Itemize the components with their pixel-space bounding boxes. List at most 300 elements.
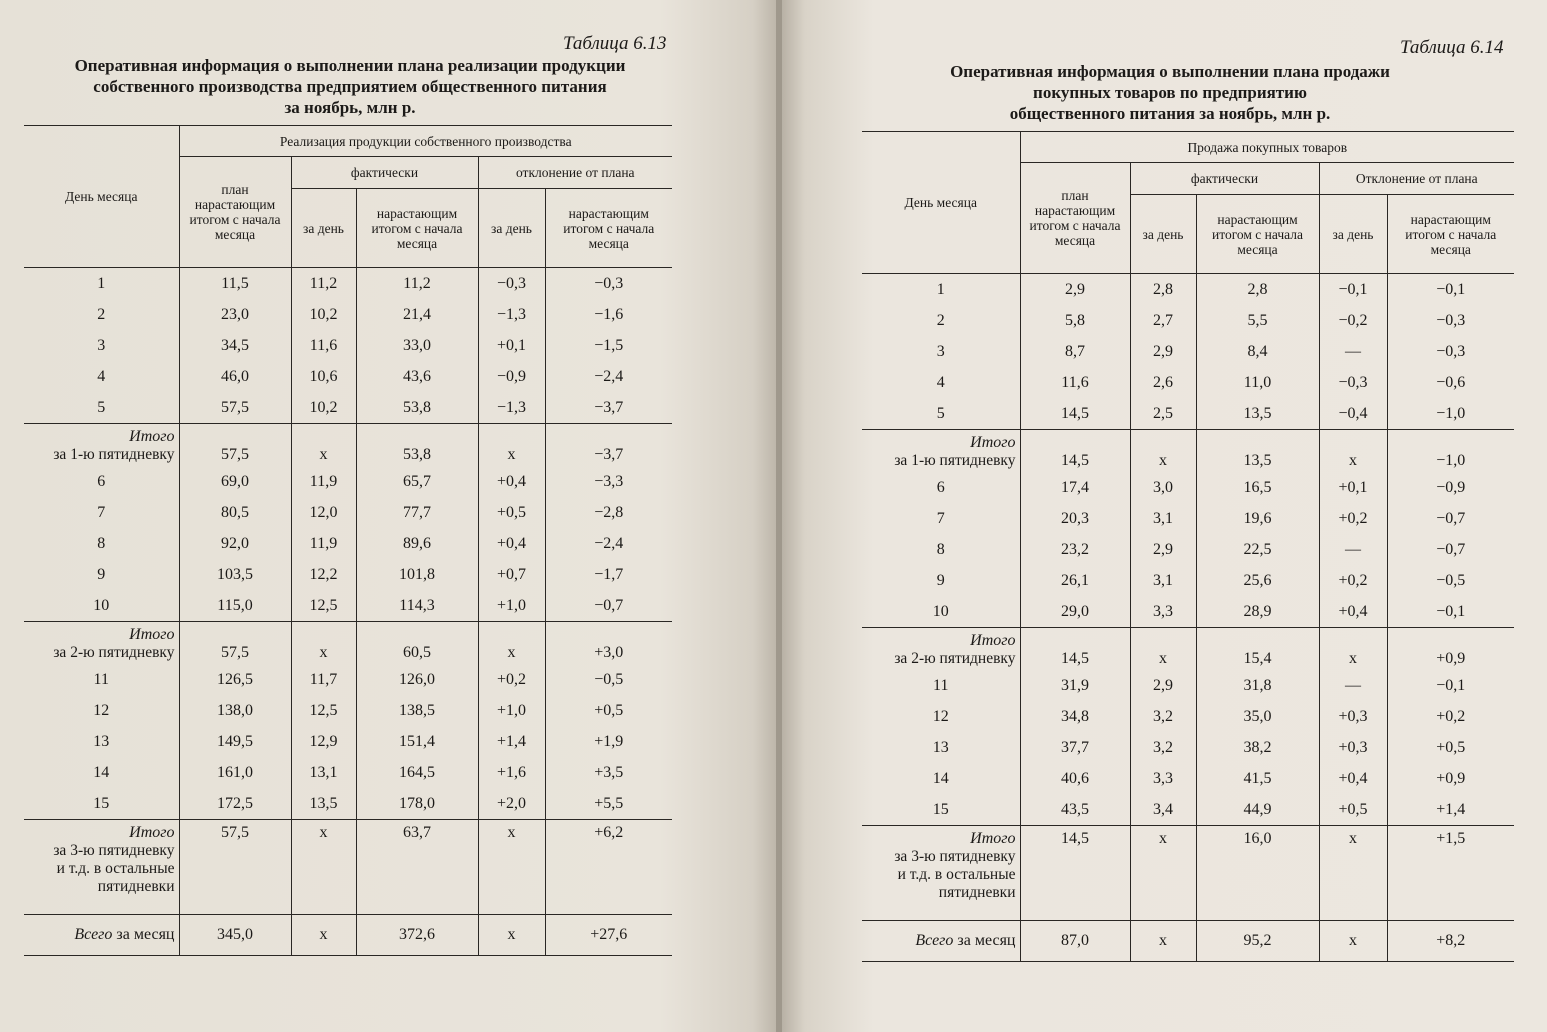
cell-dev-cum: −0,7: [545, 590, 672, 622]
cell-dev-day: −1,3: [478, 392, 545, 424]
cell-plan: 115,0: [179, 590, 291, 622]
cell-act-day: 3,2: [1130, 701, 1196, 732]
cell-plan: 138,0: [179, 695, 291, 726]
cell-act-cum: 101,8: [356, 559, 478, 590]
cell-plan: 57,5: [179, 820, 291, 915]
day-number: 13: [932, 738, 949, 756]
day-number: 3: [936, 342, 945, 360]
cell-dev-cum: −0,3: [1387, 336, 1514, 367]
cell-dev-day: x: [478, 915, 545, 956]
cell-act-day: 2,8: [1130, 274, 1196, 306]
day-number: 12: [93, 701, 110, 719]
cell-act-day: 12,9: [291, 726, 356, 757]
day-number: 11: [93, 670, 109, 688]
cell-plan: 26,1: [1020, 565, 1130, 596]
cell-dev-day: +0,3: [1319, 732, 1387, 763]
cell-plan: 57,5: [179, 622, 291, 665]
header-plan: план нарастающим итогом с начала месяца: [179, 157, 291, 268]
row-label: [862, 921, 1020, 962]
cell-act-cum: 95,2: [1196, 921, 1319, 962]
cell-act-cum: 38,2: [1196, 732, 1319, 763]
cell-plan: 161,0: [179, 757, 291, 788]
cell-dev-cum: −0,1: [1387, 274, 1514, 306]
cell-act-day: x: [1130, 826, 1196, 921]
title-line: покупных товаров по предприятию: [1033, 83, 1307, 102]
cell-dev-cum: −0,1: [1387, 596, 1514, 628]
cell-plan: 2,9: [1020, 274, 1130, 306]
cell-plan: 92,0: [179, 528, 291, 559]
cell-act-day: x: [1130, 430, 1196, 473]
cell-plan: 31,9: [1020, 670, 1130, 701]
table-row: [24, 361, 672, 392]
day-number: 8: [97, 534, 106, 552]
day-number: 9: [97, 565, 106, 583]
cell-dev-cum: −0,9: [1387, 472, 1514, 503]
itogo-label: Итого: [129, 428, 175, 445]
header-deviation: отклонение от плана: [478, 157, 672, 189]
table-row: [24, 497, 672, 528]
cell-act-cum: 164,5: [356, 757, 478, 788]
day-number: 10: [862, 596, 1020, 628]
cell-dev-day: +0,2: [1319, 503, 1387, 534]
subtotal-row: [862, 430, 1514, 473]
day-number: 8: [936, 540, 945, 558]
cell-dev-cum: +3,5: [545, 757, 672, 788]
cell-dev-cum: −0,5: [545, 664, 672, 695]
cell-act-cum: 21,4: [356, 299, 478, 330]
cell-act-day: 10,2: [291, 392, 356, 424]
day-number: 5: [862, 398, 1020, 430]
header-cumulative: нарастающим итогом с начала месяца: [1196, 195, 1319, 274]
day-number: 14: [93, 763, 110, 781]
cell-dev-cum: +0,2: [1387, 701, 1514, 732]
table-row: [24, 466, 672, 497]
cell-dev-cum: −2,8: [545, 497, 672, 528]
cell-plan: 46,0: [179, 361, 291, 392]
cell-plan: 172,5: [179, 788, 291, 820]
header-dev-cumulative: нарастающим итогом с начала месяца: [545, 189, 672, 268]
day-number: 1: [936, 280, 945, 298]
cell-dev-day: −0,3: [478, 268, 545, 300]
title-line: за ноябрь, млн р.: [284, 98, 416, 117]
cell-plan: 14,5: [1020, 430, 1130, 473]
cell-act-day: 3,0: [1130, 472, 1196, 503]
subtotal-period: пятидневки: [97, 878, 175, 895]
table-row: [24, 590, 672, 622]
header-dev-cumulative: нарастающим итогом с начала месяца: [1387, 195, 1514, 274]
table-row: [862, 398, 1514, 430]
cell-dev-day: +0,5: [478, 497, 545, 528]
cell-act-day: 2,5: [1130, 398, 1196, 430]
table-row: [24, 695, 672, 726]
cell-plan: 87,0: [1020, 921, 1130, 962]
cell-act-day: x: [1130, 628, 1196, 671]
cell-plan: 57,5: [179, 424, 291, 467]
cell-act-cum: 19,6: [1196, 503, 1319, 534]
row-label: [24, 820, 179, 915]
day-number: 14: [932, 769, 949, 787]
header-day: День месяца: [862, 132, 1020, 274]
cell-dev-day: +0,4: [478, 528, 545, 559]
cell-dev-day: −0,3: [1319, 367, 1387, 398]
cell-plan: 149,5: [179, 726, 291, 757]
subtotal-row: [862, 628, 1514, 671]
cell-plan: 57,5: [179, 392, 291, 424]
row-label: [24, 424, 179, 467]
day-number: 15: [862, 794, 1020, 826]
subtotal-period: за 1-ю пятидневку: [894, 452, 1016, 469]
header-dev-per-day: за день: [478, 189, 545, 268]
cell-plan: 11,5: [179, 268, 291, 300]
cell-act-day: 3,2: [1130, 732, 1196, 763]
cell-act-day: 3,3: [1130, 596, 1196, 628]
cell-plan: 14,5: [1020, 826, 1130, 921]
cell-act-day: 13,5: [291, 788, 356, 820]
table-title: [890, 61, 1450, 124]
header-cumulative: нарастающим итогом с начала месяца: [356, 189, 478, 268]
cell-dev-day: +1,0: [478, 695, 545, 726]
cell-act-cum: 138,5: [356, 695, 478, 726]
table-row: [24, 299, 672, 330]
cell-dev-cum: +0,5: [545, 695, 672, 726]
cell-act-day: 12,0: [291, 497, 356, 528]
cell-act-cum: 65,7: [356, 466, 478, 497]
cell-act-day: 2,9: [1130, 534, 1196, 565]
cell-plan: 23,2: [1020, 534, 1130, 565]
cell-act-day: 12,2: [291, 559, 356, 590]
cell-act-cum: 2,8: [1196, 274, 1319, 306]
cell-dev-cum: +6,2: [545, 820, 672, 915]
cell-act-day: 10,6: [291, 361, 356, 392]
cell-dev-cum: −0,3: [545, 268, 672, 300]
subtotal-period: и т.д. в остальные: [897, 866, 1016, 883]
subtotal-row: [24, 820, 672, 915]
cell-act-cum: 16,5: [1196, 472, 1319, 503]
cell-dev-day: +0,4: [478, 466, 545, 497]
cell-act-cum: 8,4: [1196, 336, 1319, 367]
table-row: [862, 670, 1514, 701]
cell-act-day: 10,2: [291, 299, 356, 330]
day-number: 4: [97, 367, 106, 385]
month-label: за месяц: [957, 932, 1016, 949]
day-number: 4: [936, 373, 945, 391]
cell-act-cum: 13,5: [1196, 430, 1319, 473]
cell-dev-day: −0,9: [478, 361, 545, 392]
table-row: [24, 268, 672, 300]
cell-dev-cum: −0,1: [1387, 670, 1514, 701]
right-page: [782, 0, 1547, 1032]
day-number: 7: [936, 509, 945, 527]
cell-act-day: 11,9: [291, 466, 356, 497]
cell-act-day: 11,7: [291, 664, 356, 695]
day-number: 12: [932, 707, 949, 725]
day-number: 6: [936, 478, 945, 496]
row-label: [24, 915, 179, 956]
header-per-day: за день: [1130, 195, 1196, 274]
month-total-row: [24, 915, 672, 956]
cell-dev-cum: −1,6: [545, 299, 672, 330]
cell-dev-cum: +27,6: [545, 915, 672, 956]
itogo-label: Итого: [129, 824, 175, 841]
cell-act-day: x: [291, 622, 356, 665]
cell-dev-cum: +1,4: [1387, 794, 1514, 826]
cell-plan: 40,6: [1020, 763, 1130, 794]
cell-dev-cum: +1,9: [545, 726, 672, 757]
data-table: [862, 131, 1514, 962]
cell-plan: 29,0: [1020, 596, 1130, 628]
table-row: [862, 794, 1514, 826]
cell-act-day: 11,9: [291, 528, 356, 559]
subtotal-period: за 2-ю пятидневку: [894, 650, 1016, 667]
table-row: [862, 701, 1514, 732]
table-row: [862, 503, 1514, 534]
table-row: [862, 534, 1514, 565]
cell-dev-day: +0,3: [1319, 701, 1387, 732]
cell-dev-day: −1,3: [478, 299, 545, 330]
cell-act-cum: 63,7: [356, 820, 478, 915]
cell-dev-day: +0,2: [1319, 565, 1387, 596]
itogo-label: Итого: [970, 830, 1016, 847]
day-number: 11: [933, 676, 949, 694]
cell-act-day: 3,1: [1130, 565, 1196, 596]
itogo-label: Итого: [129, 626, 175, 643]
cell-act-cum: 89,6: [356, 528, 478, 559]
header-dev-per-day: за день: [1319, 195, 1387, 274]
cell-act-cum: 13,5: [1196, 398, 1319, 430]
table-row: [24, 528, 672, 559]
vsego-label: Всего: [915, 932, 954, 949]
subtotal-row: [24, 424, 672, 467]
cell-act-cum: 43,6: [356, 361, 478, 392]
table-number: Таблица 6.14: [1400, 37, 1504, 58]
cell-plan: 69,0: [179, 466, 291, 497]
cell-act-cum: 25,6: [1196, 565, 1319, 596]
cell-dev-day: x: [478, 820, 545, 915]
cell-act-day: 2,9: [1130, 336, 1196, 367]
month-label: за месяц: [116, 926, 175, 943]
cell-act-cum: 114,3: [356, 590, 478, 622]
cell-plan: 23,0: [179, 299, 291, 330]
table-row: [862, 336, 1514, 367]
cell-act-cum: 15,4: [1196, 628, 1319, 671]
subtotal-period: пятидневки: [938, 884, 1016, 901]
cell-dev-day: +0,4: [1319, 763, 1387, 794]
day-number: 7: [97, 503, 106, 521]
header-group: Реализация продукции собственного производства: [179, 126, 672, 157]
cell-act-cum: 77,7: [356, 497, 478, 528]
cell-act-cum: 44,9: [1196, 794, 1319, 826]
cell-dev-day: +1,0: [478, 590, 545, 622]
table-number: Таблица 6.13: [563, 33, 667, 54]
cell-act-cum: 151,4: [356, 726, 478, 757]
cell-dev-cum: −2,4: [545, 528, 672, 559]
header-deviation: Отклонение от плана: [1319, 163, 1514, 195]
cell-act-day: 3,3: [1130, 763, 1196, 794]
cell-plan: 103,5: [179, 559, 291, 590]
cell-plan: 80,5: [179, 497, 291, 528]
title-line: общественного питания за ноябрь, млн р.: [1009, 104, 1331, 123]
cell-dev-day: —: [1319, 670, 1387, 701]
cell-plan: 11,6: [1020, 367, 1130, 398]
cell-dev-cum: −0,6: [1387, 367, 1514, 398]
cell-dev-cum: −0,5: [1387, 565, 1514, 596]
cell-dev-day: x: [478, 424, 545, 467]
cell-dev-day: +0,5: [1319, 794, 1387, 826]
cell-act-day: 13,1: [291, 757, 356, 788]
table-row: [24, 664, 672, 695]
subtotal-period: за 3-ю пятидневку: [53, 842, 175, 859]
cell-dev-day: —: [1319, 534, 1387, 565]
row-label: [24, 622, 179, 665]
cell-dev-day: x: [1319, 430, 1387, 473]
table-row: [862, 565, 1514, 596]
cell-act-cum: 41,5: [1196, 763, 1319, 794]
cell-act-cum: 11,2: [356, 268, 478, 300]
cell-plan: 14,5: [1020, 628, 1130, 671]
cell-act-cum: 126,0: [356, 664, 478, 695]
cell-act-day: x: [291, 915, 356, 956]
cell-dev-day: —: [1319, 336, 1387, 367]
cell-plan: 8,7: [1020, 336, 1130, 367]
cell-act-cum: 28,9: [1196, 596, 1319, 628]
cell-dev-cum: +0,9: [1387, 763, 1514, 794]
cell-act-day: 3,4: [1130, 794, 1196, 826]
cell-plan: 14,5: [1020, 398, 1130, 430]
cell-dev-cum: −3,7: [545, 392, 672, 424]
cell-dev-cum: −0,3: [1387, 305, 1514, 336]
table-title: [20, 55, 680, 118]
cell-act-cum: 11,0: [1196, 367, 1319, 398]
cell-act-day: 2,9: [1130, 670, 1196, 701]
cell-act-day: 12,5: [291, 590, 356, 622]
cell-act-cum: 372,6: [356, 915, 478, 956]
title-line: собственного производства предприятием общественного питания: [93, 77, 607, 96]
table-row: [24, 757, 672, 788]
cell-act-cum: 35,0: [1196, 701, 1319, 732]
row-label: [862, 628, 1020, 671]
cell-act-cum: 16,0: [1196, 826, 1319, 921]
cell-plan: 34,5: [179, 330, 291, 361]
table-row: [862, 596, 1514, 628]
itogo-label: Итого: [970, 632, 1016, 649]
cell-dev-cum: +5,5: [545, 788, 672, 820]
subtotal-row: [862, 826, 1514, 921]
table-row: [24, 788, 672, 820]
cell-dev-cum: −1,0: [1387, 398, 1514, 430]
cell-dev-cum: −0,7: [1387, 503, 1514, 534]
header-group: Продажа покупных товаров: [1020, 132, 1514, 163]
subtotal-period: и т.д. в остальные: [56, 860, 175, 877]
cell-plan: 345,0: [179, 915, 291, 956]
cell-dev-cum: +1,5: [1387, 826, 1514, 921]
cell-dev-cum: +8,2: [1387, 921, 1514, 962]
day-number: 3: [97, 336, 106, 354]
title-line: Оперативная информация о выполнении плана реализации продукции: [74, 56, 626, 75]
cell-act-day: x: [291, 424, 356, 467]
cell-dev-cum: +0,9: [1387, 628, 1514, 671]
cell-act-day: x: [1130, 921, 1196, 962]
cell-dev-cum: +3,0: [545, 622, 672, 665]
header-row: [862, 132, 1514, 163]
cell-dev-day: x: [1319, 826, 1387, 921]
cell-plan: 126,5: [179, 664, 291, 695]
cell-dev-day: −0,1: [1319, 274, 1387, 306]
table-row: [862, 763, 1514, 794]
title-line: Оперативная информация о выполнении плана продажи: [950, 62, 1390, 81]
row-label: [862, 826, 1020, 921]
cell-act-cum: 33,0: [356, 330, 478, 361]
cell-dev-day: −0,4: [1319, 398, 1387, 430]
cell-dev-cum: −1,5: [545, 330, 672, 361]
table-row: [862, 305, 1514, 336]
header-row: [24, 126, 672, 157]
cell-plan: 17,4: [1020, 472, 1130, 503]
cell-act-cum: 178,0: [356, 788, 478, 820]
cell-dev-day: +1,6: [478, 757, 545, 788]
subtotal-period: за 1-ю пятидневку: [53, 446, 175, 463]
cell-act-day: 2,7: [1130, 305, 1196, 336]
vsego-label: Всего: [74, 926, 113, 943]
cell-dev-day: x: [1319, 921, 1387, 962]
row-label: [862, 430, 1020, 473]
cell-plan: 43,5: [1020, 794, 1130, 826]
cell-dev-day: +0,2: [478, 664, 545, 695]
cell-act-cum: 5,5: [1196, 305, 1319, 336]
subtotal-row: [24, 622, 672, 665]
subtotal-period: за 2-ю пятидневку: [53, 644, 175, 661]
cell-plan: 34,8: [1020, 701, 1130, 732]
header-day: День месяца: [24, 126, 179, 268]
header-actual: фактически: [291, 157, 478, 189]
cell-act-day: 3,1: [1130, 503, 1196, 534]
cell-dev-cum: −2,4: [545, 361, 672, 392]
day-number: 6: [97, 472, 106, 490]
cell-act-cum: 53,8: [356, 392, 478, 424]
cell-dev-cum: −3,3: [545, 466, 672, 497]
table-row: [862, 367, 1514, 398]
cell-dev-cum: −1,7: [545, 559, 672, 590]
month-total-row: [862, 921, 1514, 962]
cell-dev-day: −0,2: [1319, 305, 1387, 336]
table-row: [24, 392, 672, 424]
cell-dev-day: +0,1: [478, 330, 545, 361]
table-row: [24, 726, 672, 757]
data-table: [24, 125, 672, 956]
cell-dev-day: +1,4: [478, 726, 545, 757]
cell-dev-day: +0,4: [1319, 596, 1387, 628]
cell-act-day: x: [291, 820, 356, 915]
cell-act-cum: 22,5: [1196, 534, 1319, 565]
cell-plan: 37,7: [1020, 732, 1130, 763]
header-actual: фактически: [1130, 163, 1319, 195]
day-number: 5: [24, 392, 179, 424]
cell-dev-cum: −0,7: [1387, 534, 1514, 565]
table-row: [24, 559, 672, 590]
day-number: 1: [97, 274, 106, 292]
table-row: [862, 274, 1514, 306]
cell-act-day: 2,6: [1130, 367, 1196, 398]
cell-dev-day: +2,0: [478, 788, 545, 820]
day-number: 2: [936, 311, 945, 329]
cell-dev-cum: −1,0: [1387, 430, 1514, 473]
day-number: 10: [24, 590, 179, 622]
cell-plan: 5,8: [1020, 305, 1130, 336]
cell-act-cum: 60,5: [356, 622, 478, 665]
header-plan: план нарастающим итогом с начала месяца: [1020, 163, 1130, 274]
day-number: 9: [936, 571, 945, 589]
subtotal-period: за 3-ю пятидневку: [894, 848, 1016, 865]
day-number: 2: [97, 305, 106, 323]
